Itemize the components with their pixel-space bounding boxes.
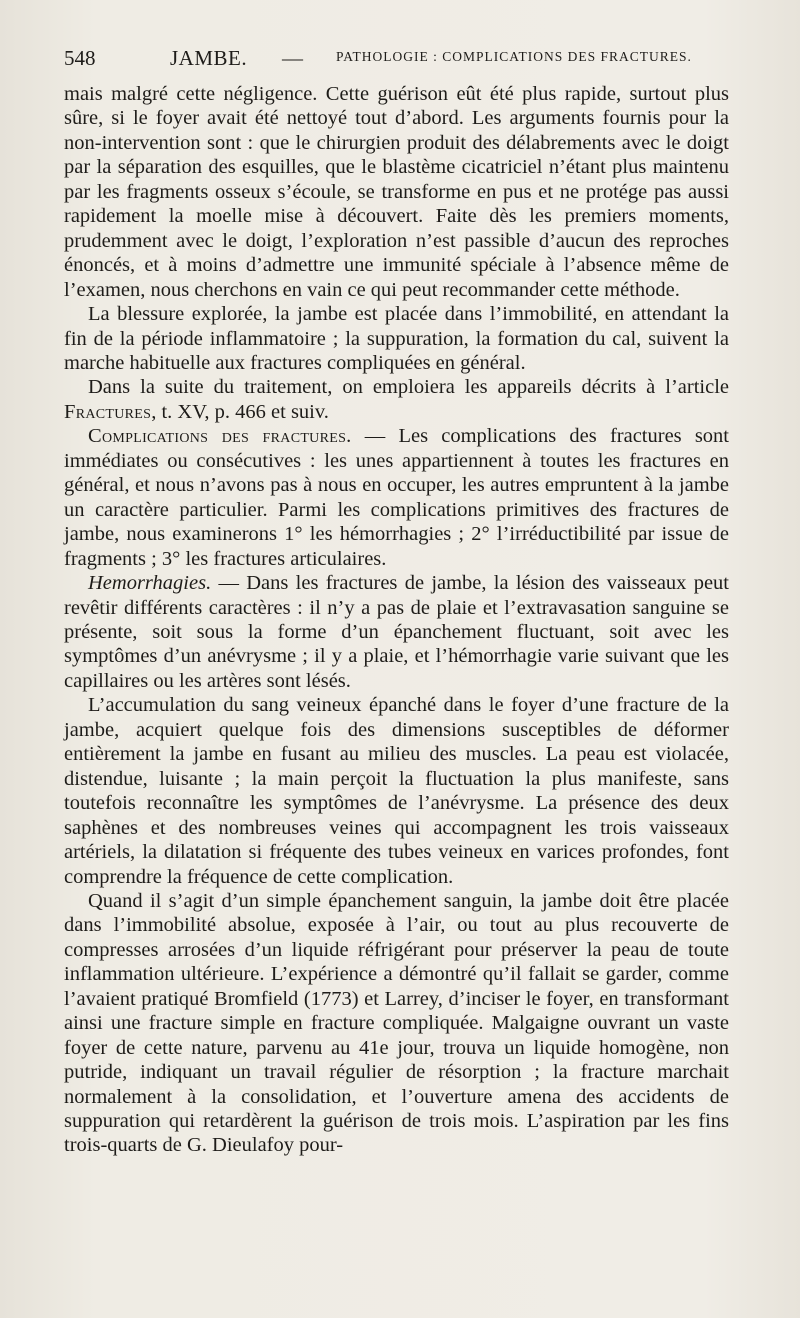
- page-number: 548: [64, 46, 96, 70]
- running-header: [64, 46, 736, 76]
- paragraph-text: , t. XV, p. 466 et suiv.: [151, 400, 329, 423]
- paragraph: mais malgré cette négligence. Cette guérison eût été plus rapide, surtout plus sûre, si le foyer avait été nettoyé tout d’abord. Les arguments fournis pour la non-intervention sont : que le chirurgien produit des délabrements avec le doigt par la séparation des esquilles, que le blastème cicatriciel n’étant plus maintenu par les fragments osseux s’écoule, se transforme en pus et ne protége pas aussi rapidement la moelle mise à découvert. Faite dès les premiers moments, prudemment avec le doigt, l’exploration n’est passible d’aucun des reproches énoncés, et à moins d’admettre une immunité spéciale à l’absence même de l’examen, nous cherchons en vain ce qui peut recommander cette méthode.: [64, 83, 729, 301]
- paragraph: La blessure explorée, la jambe est placée dans l’immobilité, en attendant la fin de la période inflammatoire ; la suppuration, la formation du cal, suivent la marche habituelle aux fractures compliquées en général.: [64, 303, 729, 374]
- cross-reference: Fractures: [64, 400, 152, 423]
- running-subtitle: PATHOLOGIE : COMPLICATIONS DES FRACTURES.: [336, 49, 692, 64]
- paragraph-text: Dans la suite du traitement, on emploiera les appareils décrits à l’article: [88, 376, 729, 399]
- section-heading: Complications des fractures.: [88, 425, 352, 448]
- paragraph: Quand il s’agit d’un simple épanchement sanguin, la jambe doit être placée dans l’immobilité absolue, exposée à l’air, ou tout au plus recouverte de compresses arrosées d’un liquide réfrigérant pour préserver la peau de toute inflammation ultérieure. L’expérience a démontré qu’il fallait se garder, comme l’avaient pratiqué Bromfield (1773) et Larrey, d’inciser le foyer, en transformant ainsi une fracture simple en fracture compliquée. Malgaigne ouvrant un vaste foyer de cette nature, parvenu au 41e jour, trouva un liquide homogène, non putride, indiquant un travail régulier de résorption ; la fracture marchait normalement à la consolidation, et l’ouverture amena des accidents de suppuration qui retardèrent la guérison de trois mois. L’aspiration par les fins trois-quarts de G. Dieulafoy pour-: [64, 889, 729, 1157]
- section-heading: Hemorrhagies.: [88, 572, 212, 595]
- header-separator: —: [282, 46, 303, 70]
- paragraph: L’accumulation du sang veineux épanché dans le foyer d’une fracture de la jambe, acquiert quelque fois des dimensions susceptibles de déformer entièrement la jambe en fusant au milieu des muscles. La peau est violacée, distendue, luisante ; la main perçoit la fluctuation la plus manifeste, sans toutefois reconnaître les symptômes de l’anévrysme. La présence des deux saphènes et des nombreuses veines qui accompagnent les trois vaisseaux artériels, la dilatation si fréquente des tubes veineux en varices profondes, font comprendre la fréquence de cette complication.: [64, 694, 729, 888]
- paragraph-text: — Dans les fractures de jambe, la lésion des vaisseaux peut revêtir différents caractères : il n’y a pas de plaie et l’extravasation sanguine se présente, soit sous la forme d’un épanchement fluctuant, soit avec les symptômes d’un anévrysme ; il y a plaie, et l’hémorrhagie varie suivant que les capillaires ou les artères sont lésés.: [64, 572, 729, 692]
- paragraph: [64, 375, 729, 424]
- paragraph: [64, 571, 729, 693]
- paragraph: [64, 424, 729, 571]
- paragraph-text: — Les complications des fractures sont immédiates ou consécutives : les unes appartiennent à toutes les fractures en général, et nous n’avons pas à nous en occuper, les autres empruntent à la jambe un caractère particulier. Parmi les complications primitives des fractures de jambe, nous examinerons 1° les hémorrhagies ; 2° l’irréductibilité par issue de fragments ; 3° les fractures articulaires.: [64, 425, 730, 570]
- running-title: JAMBE.: [170, 46, 248, 70]
- page-body: [64, 82, 729, 1158]
